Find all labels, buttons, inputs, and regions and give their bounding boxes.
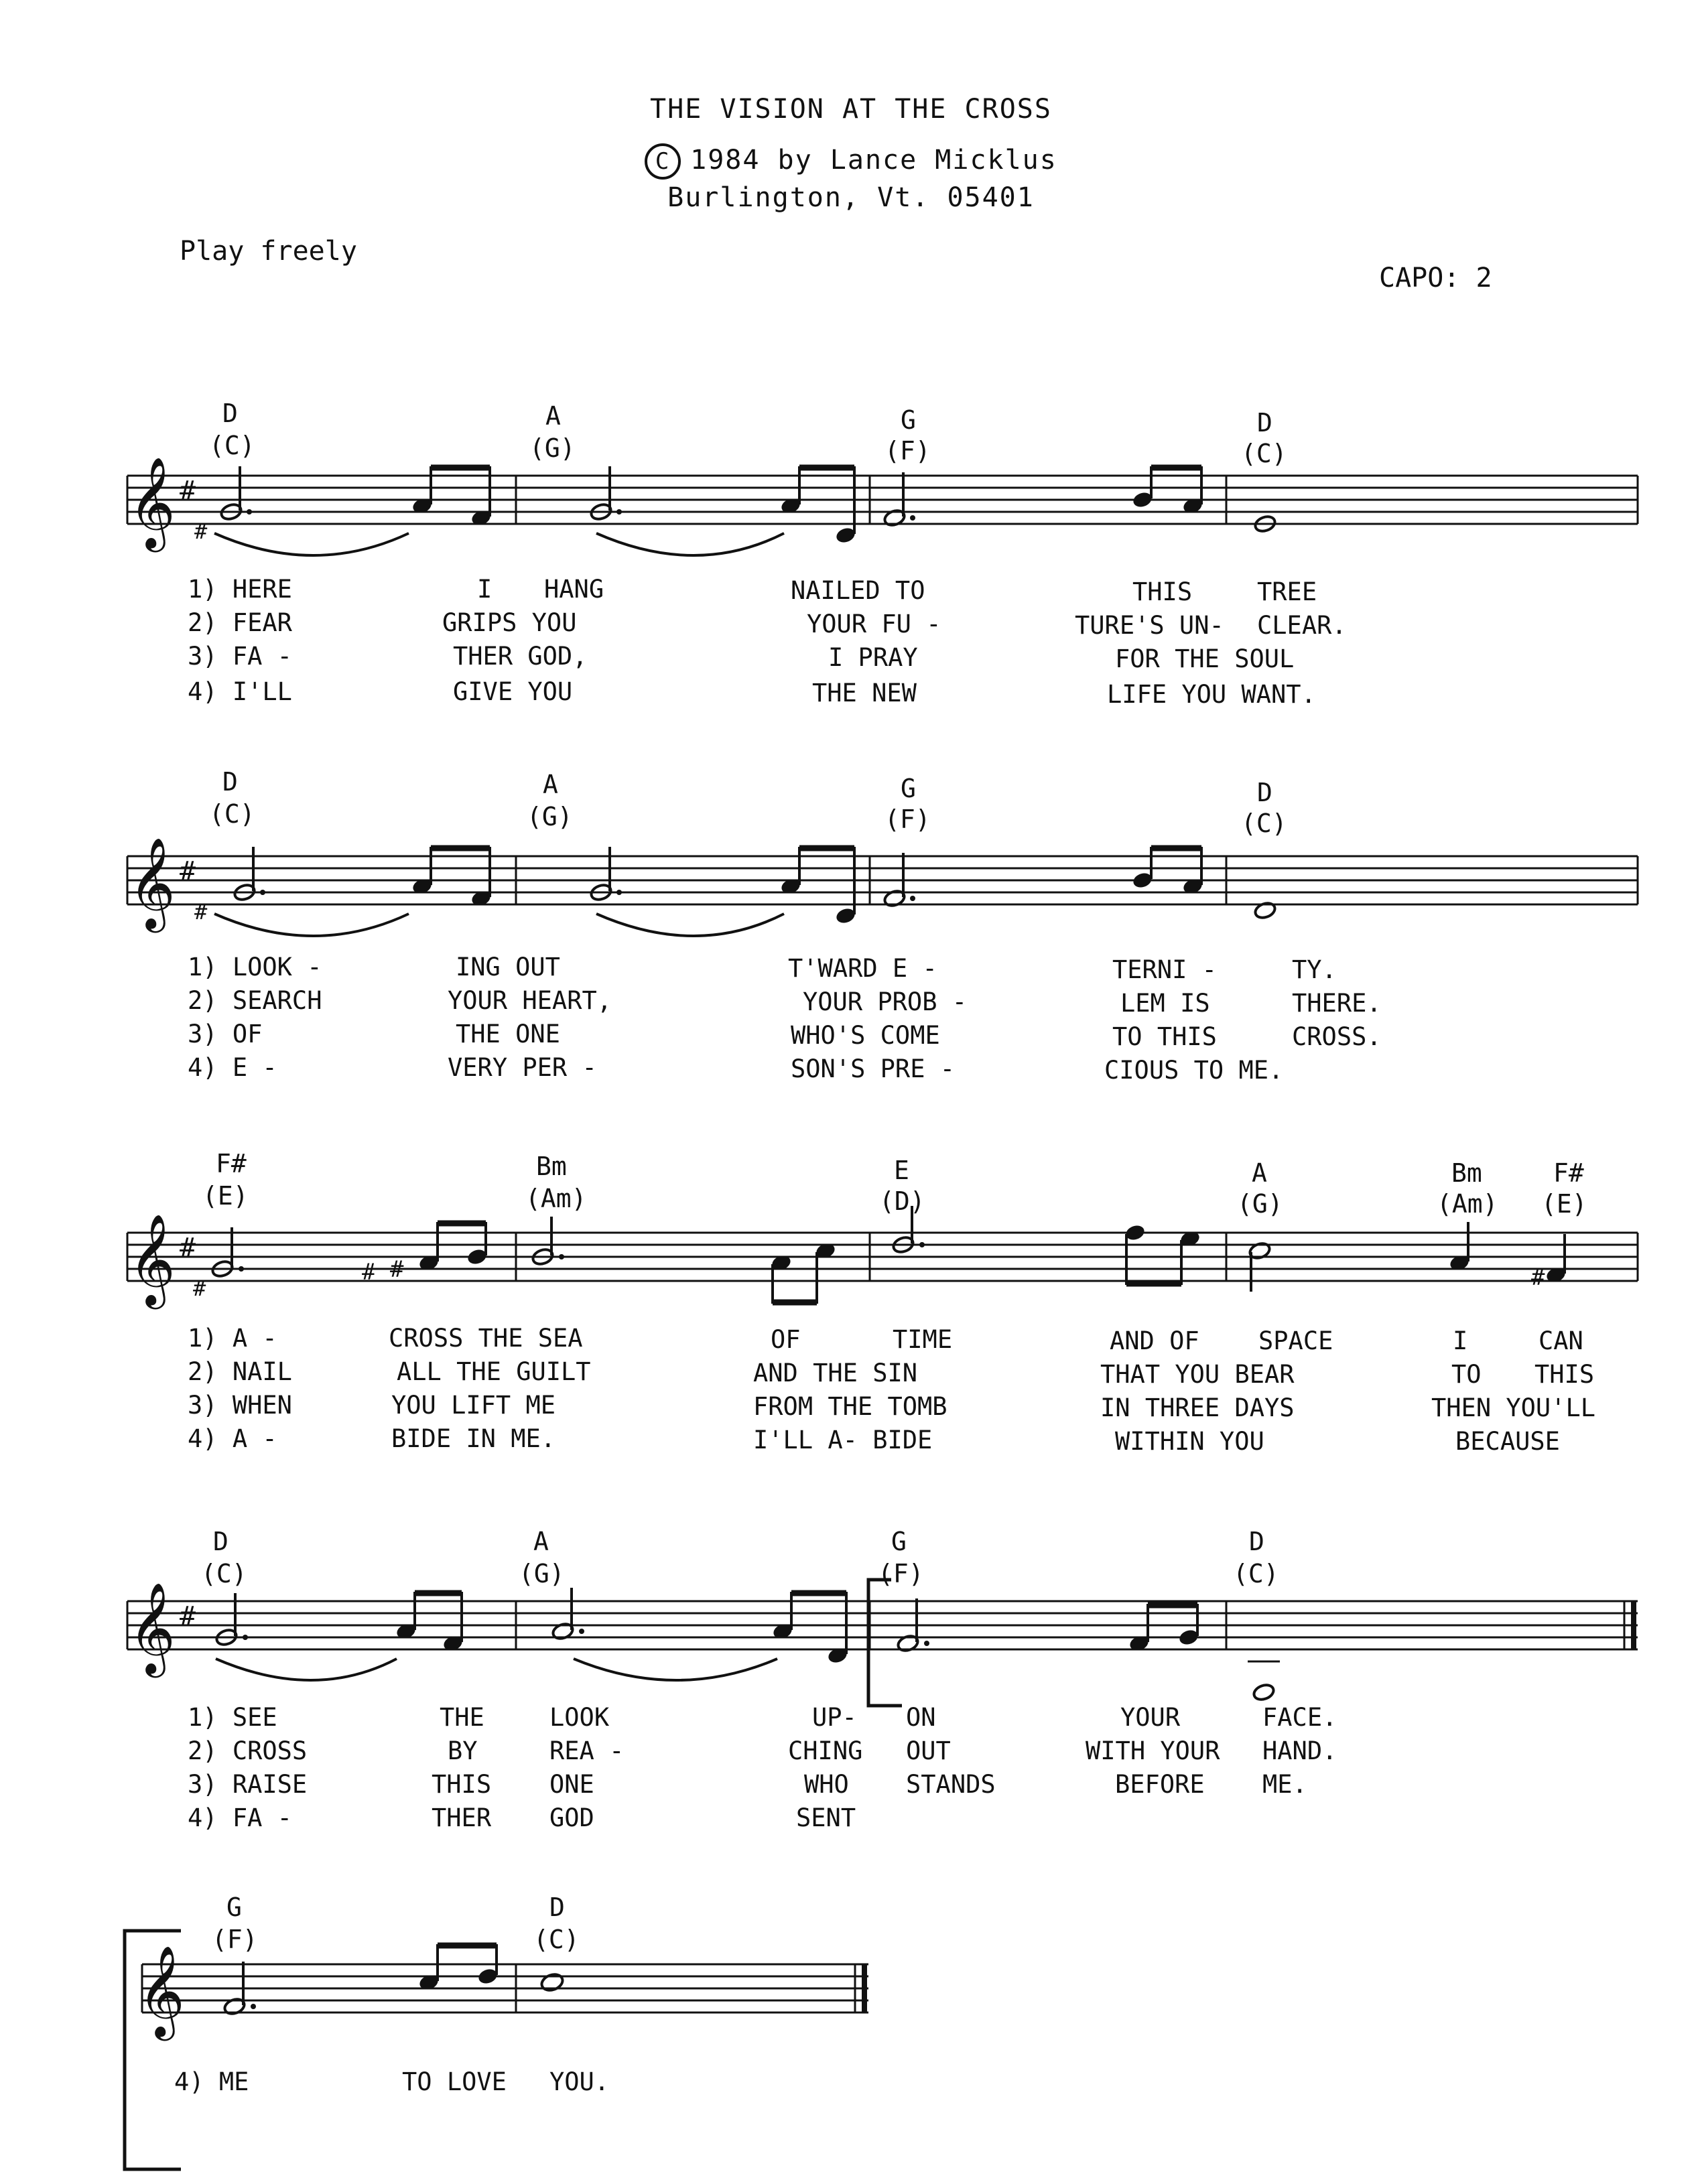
lyric: ONE <box>549 1770 594 1799</box>
chord-symbol: A <box>1252 1158 1267 1188</box>
lyric: YOUR <box>1120 1703 1181 1732</box>
lyric: 2) CROSS <box>188 1736 308 1765</box>
lyric: GIVE YOU <box>453 677 573 706</box>
lyric: THEN YOU'LL <box>1431 1393 1596 1422</box>
lyric: AND OF <box>1110 1326 1199 1355</box>
lyric: TREE <box>1257 577 1317 606</box>
lyric: VERY PER - <box>448 1053 597 1082</box>
lyric: UP- <box>812 1703 857 1732</box>
chord-symbol: G <box>901 405 916 435</box>
copyright-icon: C <box>645 143 681 180</box>
lyric: CROSS. <box>1292 1022 1382 1051</box>
lyric: I'LL A- BIDE <box>753 1426 933 1454</box>
lyric: 3) RAISE <box>188 1770 308 1799</box>
lyric: THER GOD, <box>453 642 588 671</box>
lyric: AND THE SIN <box>753 1359 918 1387</box>
lyric: CROSS THE SEA <box>389 1324 583 1353</box>
chord-capo-symbol: (C) <box>1241 439 1287 468</box>
chord-capo-symbol: (C) <box>1233 1559 1279 1588</box>
lyric: FROM THE TOMB <box>753 1392 947 1421</box>
lyric: I <box>1453 1326 1468 1355</box>
lyric: YOU LIFT ME <box>391 1391 556 1420</box>
sharp-icon: # <box>194 899 208 925</box>
lyric: BY <box>448 1736 478 1765</box>
chord-capo-symbol: (E) <box>1541 1189 1587 1219</box>
lyric: THAT YOU BEAR <box>1100 1360 1295 1389</box>
chord-capo-symbol: (F) <box>885 436 931 466</box>
lyric: YOU. <box>549 2067 610 2096</box>
lyric: FOR THE SOUL <box>1115 644 1295 673</box>
sharp-icon: # <box>362 1259 376 1286</box>
lyric: TY. <box>1292 955 1337 984</box>
chord-symbol: D <box>549 1893 565 1922</box>
chord-capo-symbol: (Am) <box>525 1184 587 1213</box>
chord-capo-symbol: (C) <box>209 431 255 460</box>
chord-symbol: G <box>891 1527 907 1556</box>
lyric: TERNI - <box>1112 955 1217 984</box>
lyric: 3) FA - <box>188 642 292 671</box>
chord-symbol: A <box>533 1527 549 1556</box>
lyric: SENT <box>796 1803 856 1832</box>
lyric: NAILED TO <box>791 576 925 605</box>
lyric: THER <box>432 1803 492 1832</box>
lyric: 1) LOOK - <box>188 953 322 981</box>
treble-clef-icon: 𝄞 <box>129 1213 176 1305</box>
lyric: THIS <box>1534 1360 1595 1389</box>
chord-symbol: F# <box>216 1149 247 1178</box>
chord-capo-symbol: (F) <box>212 1925 258 1954</box>
lyric: THE NEW <box>812 679 917 707</box>
music-system-2 <box>0 767 1702 1085</box>
chord-symbol: D <box>1257 408 1272 437</box>
treble-clef-icon: 𝄞 <box>129 456 176 548</box>
lyric: ME. <box>1262 1770 1307 1799</box>
chord-symbol: F# <box>1553 1158 1584 1188</box>
lyric: WHO <box>804 1770 849 1799</box>
sharp-icon: # <box>180 1601 196 1632</box>
music-system-5 <box>0 1889 938 2184</box>
chord-capo-symbol: (F) <box>878 1559 924 1588</box>
lyric: 2) SEARCH <box>188 986 322 1015</box>
lyric: 4) E - <box>188 1053 277 1082</box>
lyric: STANDS <box>906 1770 996 1799</box>
chord-capo-symbol: (G) <box>1237 1189 1283 1219</box>
lyric: I <box>477 575 493 604</box>
chord-capo-symbol: (G) <box>529 433 576 463</box>
sharp-icon: # <box>180 476 196 506</box>
chord-symbol: D <box>222 767 238 797</box>
chord-symbol: Bm <box>1451 1158 1482 1188</box>
lyric: YOUR FU - <box>807 610 941 638</box>
chord-capo-symbol: (E) <box>202 1181 249 1211</box>
chord-symbol: A <box>543 770 558 799</box>
lyric: GRIPS YOU <box>442 608 577 637</box>
lyric: T'WARD E - <box>788 954 937 983</box>
lyric: 4) I'LL <box>188 677 292 706</box>
treble-clef-icon: 𝄞 <box>129 1581 176 1674</box>
lyric: 1) SEE <box>188 1703 277 1732</box>
chord-capo-symbol: (C) <box>533 1925 580 1954</box>
lyric: OUT <box>906 1736 951 1765</box>
lyric: SPACE <box>1258 1326 1333 1355</box>
lyric: 4) A - <box>188 1424 277 1453</box>
chord-symbol: D <box>1257 778 1272 807</box>
lyric: WITHIN YOU <box>1115 1427 1264 1456</box>
chord-capo-symbol: (Am) <box>1437 1189 1498 1219</box>
lyric: LEM IS <box>1120 989 1210 1018</box>
lyric: SON'S PRE - <box>791 1054 956 1083</box>
lyric: CHING <box>788 1736 863 1765</box>
chord-symbol: D <box>213 1527 228 1556</box>
chord-capo-symbol: (G) <box>527 802 573 831</box>
sharp-icon: # <box>193 1276 206 1301</box>
lyric: FACE. <box>1262 1703 1337 1732</box>
lyric: 4) FA - <box>188 1803 292 1832</box>
chord-symbol: Bm <box>536 1152 567 1181</box>
lyric: THE <box>440 1703 484 1732</box>
music-system-4 <box>0 1527 1702 1842</box>
chord-capo-symbol: (D) <box>879 1186 925 1216</box>
lyric: ON <box>906 1703 936 1732</box>
lyric: HAND. <box>1262 1736 1337 1765</box>
chord-symbol: D <box>1249 1527 1264 1556</box>
lyric: 3) OF <box>188 1020 263 1048</box>
lyric: WHO'S COME <box>791 1021 940 1050</box>
music-system-3 <box>0 1149 1702 1460</box>
lyric: 2) FEAR <box>188 608 292 637</box>
lyric: TURE'S UN- <box>1075 611 1224 640</box>
lyric: HANG <box>544 575 604 604</box>
sharp-icon: # <box>390 1256 404 1283</box>
lyric: THERE. <box>1292 989 1382 1018</box>
chord-symbol: G <box>226 1893 242 1922</box>
lyric: 1) A - <box>188 1324 277 1353</box>
chord-capo-symbol: (C) <box>209 799 255 829</box>
lyric: TO LOVE <box>402 2067 507 2096</box>
lyric: CAN <box>1539 1326 1583 1355</box>
lyric: I PRAY <box>828 643 918 672</box>
lyric: REA - <box>549 1736 625 1765</box>
chord-capo-symbol: (G) <box>519 1559 565 1588</box>
lyric: TO <box>1451 1360 1482 1389</box>
address: Burlington, Vt. 05401 <box>667 182 1035 213</box>
lyric: TIME <box>893 1325 953 1354</box>
sharp-icon: # <box>180 856 196 887</box>
lyric: THIS <box>1132 577 1193 606</box>
lyric: OF <box>771 1325 801 1354</box>
chord-symbol: D <box>222 399 238 428</box>
capo-marking: CAPO: 2 <box>1379 263 1492 293</box>
chord-capo-symbol: (C) <box>201 1559 247 1588</box>
lyric: ING OUT <box>456 953 560 981</box>
lyric: ALL THE GUILT <box>397 1357 591 1386</box>
chord-capo-symbol: (F) <box>885 805 931 834</box>
treble-clef-icon: 𝄞 <box>129 836 176 929</box>
song-title: THE VISION AT THE CROSS <box>650 94 1052 125</box>
lyric: LOOK <box>549 1703 610 1732</box>
lyric: BIDE IN ME. <box>391 1424 556 1453</box>
sharp-icon: # <box>180 1233 196 1264</box>
music-system-1 <box>0 399 1702 683</box>
lyric: YOUR PROB - <box>803 987 968 1016</box>
lyric: LIFE YOU WANT. <box>1107 680 1316 709</box>
lyric: CIOUS TO ME. <box>1104 1056 1284 1085</box>
music-system-1-verse-4 <box>0 673 1702 713</box>
lyric: YOUR HEART, <box>448 986 612 1015</box>
chord-capo-symbol: (C) <box>1241 809 1287 838</box>
lyric: 1) HERE <box>188 575 292 604</box>
lyric: BECAUSE <box>1455 1427 1560 1456</box>
lyric: THIS <box>432 1770 492 1799</box>
chord-symbol: G <box>901 774 916 803</box>
sharp-icon: # <box>1531 1264 1545 1291</box>
lyric: 3) WHEN <box>188 1391 292 1420</box>
lyric: BEFORE <box>1115 1770 1205 1799</box>
lyric: GOD <box>549 1803 594 1832</box>
treble-clef-icon: 𝄞 <box>138 1944 185 2037</box>
lyric: IN THREE DAYS <box>1100 1393 1295 1422</box>
sharp-icon: # <box>194 519 208 544</box>
lyric: CLEAR. <box>1257 611 1347 640</box>
lyric: 2) NAIL <box>188 1357 292 1386</box>
lyric: WITH YOUR <box>1086 1736 1220 1765</box>
lyric: THE ONE <box>456 1020 560 1048</box>
chord-symbol: A <box>545 401 561 431</box>
lyric: 4) ME <box>174 2067 249 2096</box>
lyric: TO THIS <box>1112 1022 1217 1051</box>
chord-symbol: E <box>894 1156 909 1185</box>
copyright-text: 1984 by Lance Micklus <box>690 145 1057 176</box>
tempo-marking: Play freely <box>180 236 357 267</box>
copyright-line <box>0 143 1702 180</box>
